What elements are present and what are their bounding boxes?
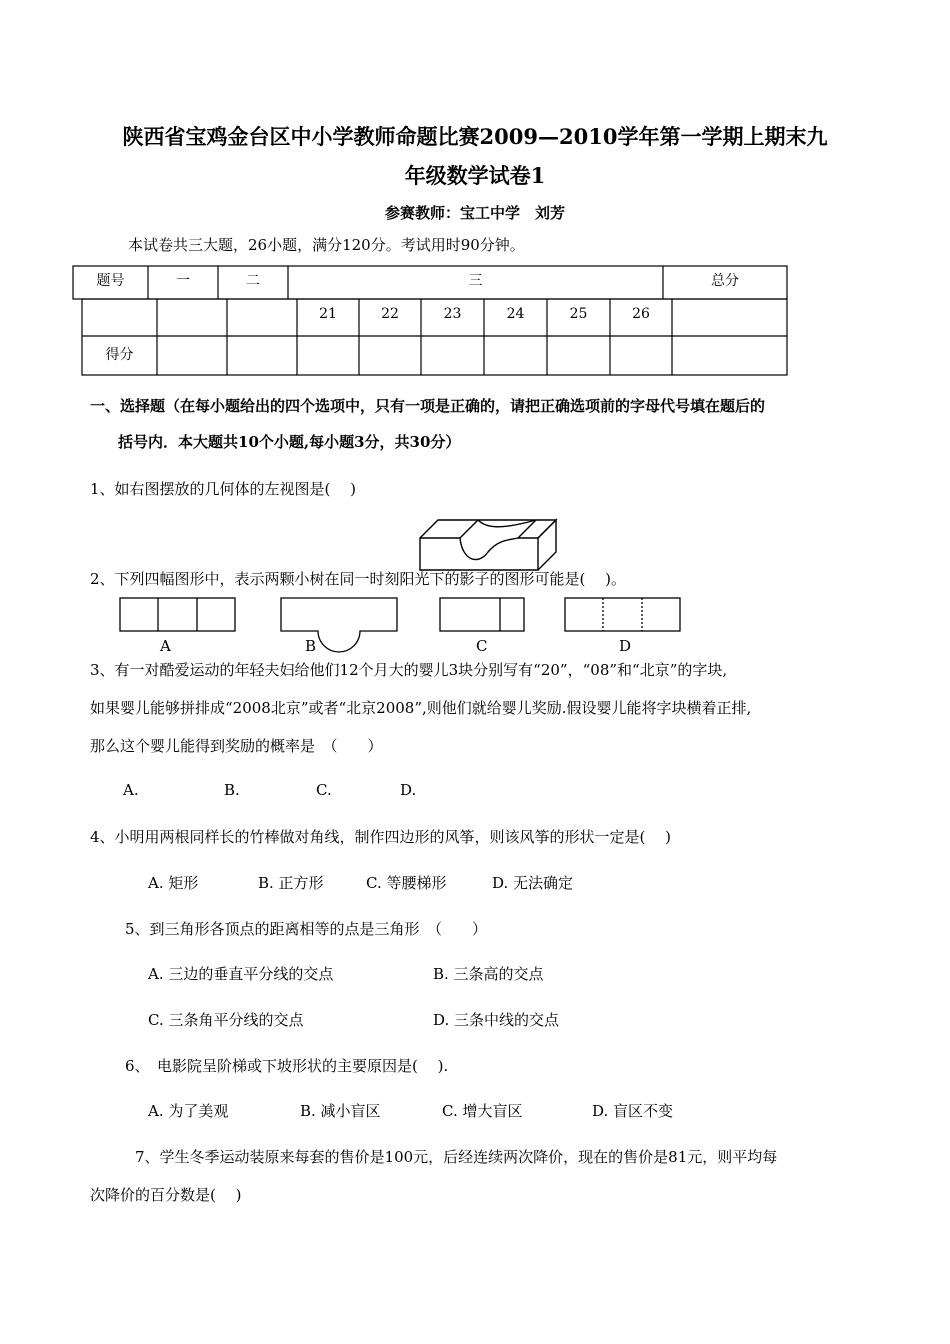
table-subnumber: 24 [506, 306, 525, 322]
q5-option-c: C. 三条角平分线的交点 [148, 1011, 304, 1029]
question-1: 1、如右图摆放的几何体的左视图是( ) [90, 480, 357, 498]
table-subnumber: 25 [569, 306, 588, 322]
table-subnumber: 21 [319, 306, 337, 322]
question-3-line3: 那么这个婴儿能得到奖励的概率是 （ ） [90, 737, 383, 755]
q6-option-b: B. 减小盲区 [300, 1102, 381, 1120]
question-3-line1: 3、有一对酷爱运动的年轻夫妇给他们12个月大的婴儿3块分别写有“20”，“08”和“北京”的字块, [90, 661, 728, 679]
exam-title-line1: 陕西省宝鸡金台区中小学教师命题比赛2009—2010学年第一学期上期末九 [122, 124, 828, 149]
q6-option-a: A. 为了美观 [148, 1102, 229, 1120]
q5-option-d: D. 三条中线的交点 [433, 1011, 560, 1029]
q3-option-b: B. [224, 781, 240, 799]
table-header-total: 总分 [711, 273, 739, 289]
q4-option-c: C. 等腰梯形 [366, 874, 447, 892]
teacher-line: 参赛教师：宝工中学 刘芳 [384, 204, 565, 222]
q3-option-a: A. [123, 781, 139, 799]
table-subnumber: 23 [443, 306, 462, 322]
q6-option-c: C. 增大盲区 [442, 1102, 523, 1120]
q4-option-d: D. 无法确定 [492, 874, 574, 892]
table-subnumber: 22 [381, 306, 399, 322]
q5-option-a: A. 三边的垂直平分线的交点 [148, 965, 334, 983]
figure-c [440, 598, 524, 631]
table-header-part3: 三 [468, 273, 483, 289]
figure-b [281, 598, 397, 652]
question-5: 5、到三角形各顶点的距离相等的点是三角形 （ ） [125, 920, 488, 938]
figure-label-a: A [160, 637, 171, 655]
q6-option-d: D. 盲区不变 [592, 1102, 674, 1120]
question-7-line1: 7、学生冬季运动装原来每套的售价是100元，后经连续两次降价，现在的售价是81元，则平均每 [135, 1148, 778, 1166]
q4-option-a: A. 矩形 [148, 874, 199, 892]
figure-d [565, 598, 680, 631]
section1-heading: 一、选择题（在每小题给出的四个选项中，只有一项是正确的，请把正确选项前的字母代号填在题后的 [90, 397, 766, 415]
figure-label-c: C [476, 637, 488, 655]
q4-option-b: B. 正方形 [258, 874, 324, 892]
figure-label-d: D [619, 637, 632, 655]
intro-text: 本试卷共三大题，26小题，满分120分。考试用时90分钟。 [128, 236, 525, 254]
score-table-grid [0, 0, 950, 400]
table-header-part2: 二 [246, 273, 260, 289]
q3-option-d: D. [400, 781, 417, 799]
figure-a [120, 598, 235, 631]
question-2: 2、下列四幅图形中，表示两颗小树在同一时刻阳光下的影子的图形可能是( )。 [90, 570, 627, 588]
q5-option-b: B. 三条高的交点 [433, 965, 544, 983]
question-3-line2: 如果婴儿能够拼排成“2008北京”或者“北京2008”,则他们就给婴儿奖励.假设婴儿能将字块横着正排, [90, 699, 752, 717]
exam-title-line2: 年级数学试卷1 [404, 163, 546, 188]
q3-option-c: C. [316, 781, 332, 799]
question-4: 4、小明用两根同样长的竹棒做对角线，制作四边形的风筝，则该风筝的形状一定是( ) [90, 828, 672, 846]
table-header-part1: 一 [176, 273, 190, 289]
figure-label-b: B [305, 637, 317, 655]
table-subnumber: 26 [632, 306, 650, 322]
table-header-number: 题号 [96, 273, 125, 289]
section1-heading-cont: 括号内．本大题共10个小题,每小题3分，共30分） [118, 433, 461, 451]
question-7-line2: 次降价的百分数是( ) [90, 1186, 242, 1204]
table-score-label: 得分 [105, 347, 134, 363]
question-6: 6、 电影院呈阶梯或下坡形状的主要原因是( ). [125, 1057, 449, 1075]
